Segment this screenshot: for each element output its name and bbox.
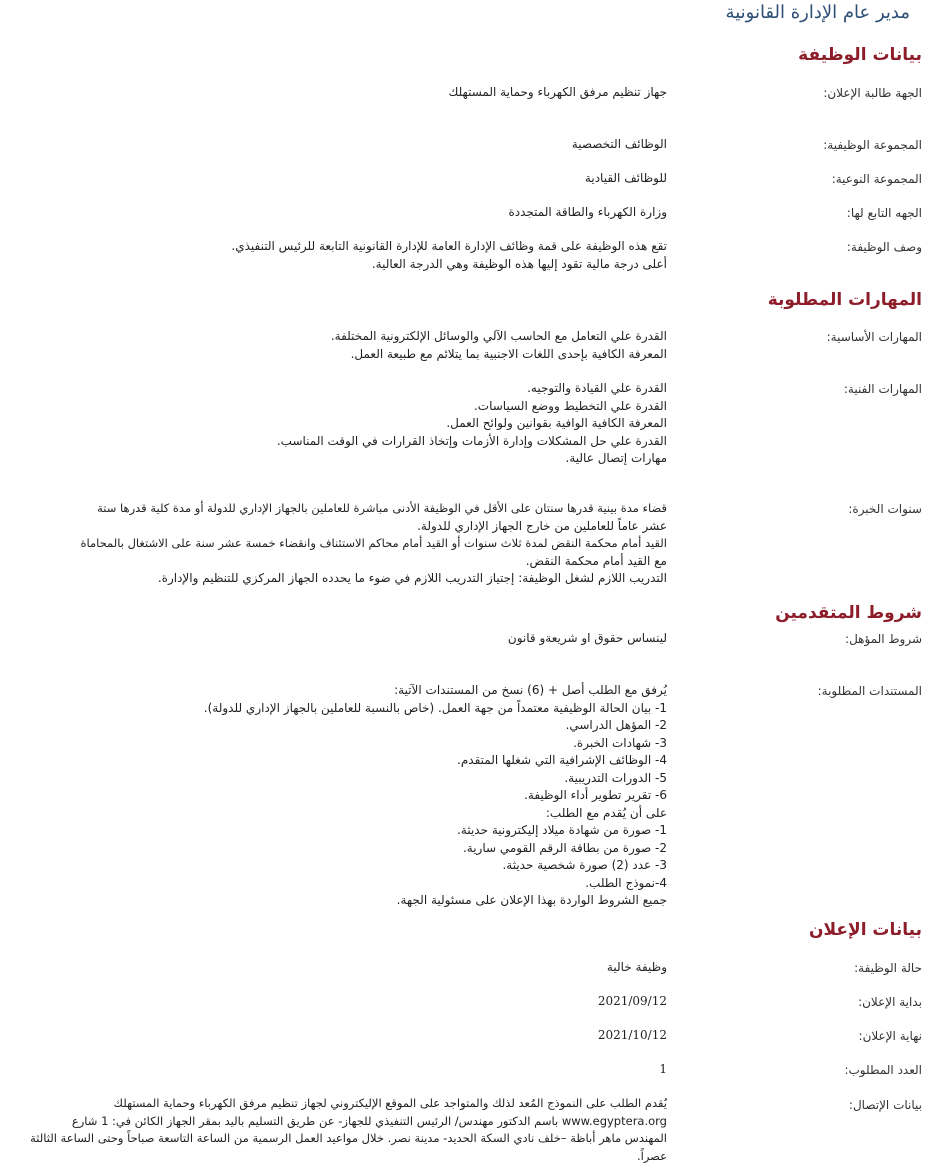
ad-end-value: 2021/10/12: [597, 1028, 667, 1042]
section-heading-job-info: بيانات الوظيفة: [798, 45, 922, 65]
experience-line: مع القيد أمام محكمة النقض.: [525, 553, 667, 568]
document-line: 3- شهادات الخبرة.: [573, 735, 667, 750]
document-line: يُرفق مع الطلب أصل + (6) نسخ من المستندات الآتية:: [394, 683, 667, 697]
document-line: 2- صورة من بطاقة الرقم القومي سارية.: [462, 840, 667, 855]
qualification-value: لينساس حقوق او شريعةو قانون: [507, 631, 667, 645]
technical-skills-value: [22, 380, 667, 468]
document-line: 4-نموذج الطلب.: [585, 875, 667, 890]
experience-label: سنوات الخبرة:: [848, 502, 922, 516]
basic-skills-label: المهارات الأساسية:: [826, 330, 922, 344]
ad-start-label: بداية الإعلان:: [858, 995, 922, 1009]
qualitative-group-label: المجموعة النوعية:: [831, 172, 922, 186]
document-line: جميع الشروط الواردة بهذا الإعلان على مسئولية الجهة.: [396, 893, 667, 907]
affiliation-label: الجهه التابع لها:: [846, 206, 922, 220]
documents-value: [22, 682, 667, 910]
basic-skills-value: [22, 328, 667, 363]
description-line: أعلى درجة مالية تقود إليها هذه الوظيفة وهي الدرجة العالية.: [371, 256, 667, 271]
technical-skill-line: مهارات إتصال عالية.: [565, 451, 667, 465]
contact-label: بيانات الإتصال:: [848, 1098, 922, 1112]
description-value: [22, 238, 667, 273]
description-line: تقع هذه الوظيفة على قمة وظائف الإدارة العامة للإدارة القانونية التابعة للرئيس التنفيذي.: [231, 239, 667, 253]
affiliation-value: وزارة الكهرباء والطاقة المتجددة: [508, 205, 667, 219]
technical-skill-line: القدرة علي حل المشكلات وإدارة الأزمات وإتخاذ القرارات في الوقت المناسب.: [276, 433, 667, 448]
document-line: 1- بيان الحالة الوظيفية معتمداً من جهة العمل. (خاص بالنسبة للعاملين بالجهاز الإداري للدولة).: [203, 700, 667, 715]
document-line: 1- صورة من شهادة ميلاد إليكترونية حديثة.: [457, 823, 667, 837]
document-line: 2- المؤهل الدراسي.: [565, 718, 667, 732]
basic-skill-line: القدرة علي التعامل مع الحاسب الآلي والوسائل الإلكترونية المختلفة.: [330, 329, 667, 343]
experience-line: القيد أمام محكمة النقض لمدة ثلاث سنوات أو القيد أمام محاكم الاستئناف وانقضاء خمسة عشر سنة على الاشتغال بالمحاماة: [80, 536, 667, 550]
job-group-label: المجموعة الوظيفية:: [823, 138, 922, 152]
section-heading-skills: المهارات المطلوبة: [767, 290, 922, 310]
document-line: على أن يُقدم مع الطلب:: [545, 805, 667, 820]
ad-end-label: نهاية الإعلان:: [858, 1029, 922, 1043]
document-line: 5- الدورات التدريبية.: [564, 770, 667, 785]
section-heading-applicant-conditions: شروط المتقدمين: [775, 603, 922, 623]
document-line: 4- الوظائف الإشرافية التي شغلها المتقدم.: [457, 753, 667, 767]
document-line: 3- عدد (2) صورة شخصية حديثة.: [502, 858, 667, 872]
status-value: وظيفة خالية: [606, 960, 667, 974]
ad-start-value: 2021/09/12: [597, 994, 667, 1008]
experience-line: عشر عاماً للعاملين من خارج الجهاز الإداري للدولة.: [417, 518, 667, 533]
description-label: وصف الوظيفة:: [846, 240, 922, 254]
page-title: مدير عام الإدارة القانونية: [725, 2, 910, 23]
technical-skill-line: المعرفة الكافية الوافية بقوانين ولوائح العمل.: [446, 416, 667, 430]
basic-skill-line: المعرفة الكافية بإحدى اللغات الاجنبية بما يتلائم مع طبيعة العمل.: [350, 346, 667, 361]
technical-skills-label: المهارات الفنية:: [843, 382, 922, 396]
required-count-value: 1: [659, 1062, 667, 1076]
experience-line: قضاء مدة بينية قدرها سنتان على الأقل في الوظيفة الأدنى مباشرة للعاملين بالجهاز الإداري للدولة أو مدة كلية قدرها ستة: [97, 501, 667, 515]
documents-label: المستندات المطلوبة:: [817, 684, 922, 698]
advertiser-label: الجهة طالبة الإعلان:: [823, 86, 922, 100]
technical-skill-line: القدرة علي التخطيط ووضع السياسات.: [473, 398, 667, 413]
required-count-label: العدد المطلوب:: [844, 1063, 922, 1077]
experience-value: [7, 500, 667, 588]
qualitative-group-value: للوظائف القيادية: [584, 171, 667, 185]
advertiser-value: جهاز تنظيم مرفق الكهرباء وحماية المستهلك: [448, 85, 667, 99]
status-label: حالة الوظيفة:: [854, 961, 922, 975]
section-heading-ad-info: بيانات الإعلان: [809, 920, 922, 940]
experience-line: التدريب اللازم لشغل الوظيفة: إجتياز التدريب اللازم في ضوء ما يحدده الجهاز المركزي للتنظيم والإدارة.: [157, 571, 667, 585]
document-line: 6- تقرير تطوير أداء الوظيفة.: [524, 788, 667, 802]
job-group-value: الوظائف التخصصية: [571, 137, 667, 151]
qualification-label: شروط المؤهل:: [845, 632, 922, 646]
technical-skill-line: القدرة علي القيادة والتوجيه.: [527, 381, 667, 395]
contact-value: يُقدم الطلب على النموذج المُعد لذلك والمتواجد على الموقع الإليكتروني لجهاز تنظيم مرفق الكهرباء وحماية المستهلك www.egyptera.org باسم الدكتور مهندس/ الرئيس التنفيذي للجهاز- عن طريق التسليم باليد بمقر الجهاز الكائن في: 1 شارع المهندس ماهر أباظة –خلف نادي السكة الحديد- مدينة نصر. خلال مواعيد العمل الرسمية من الساعة التاسعة صباحاً وحتى الساعة الثالثة عصراً.: [30, 1096, 667, 1163]
